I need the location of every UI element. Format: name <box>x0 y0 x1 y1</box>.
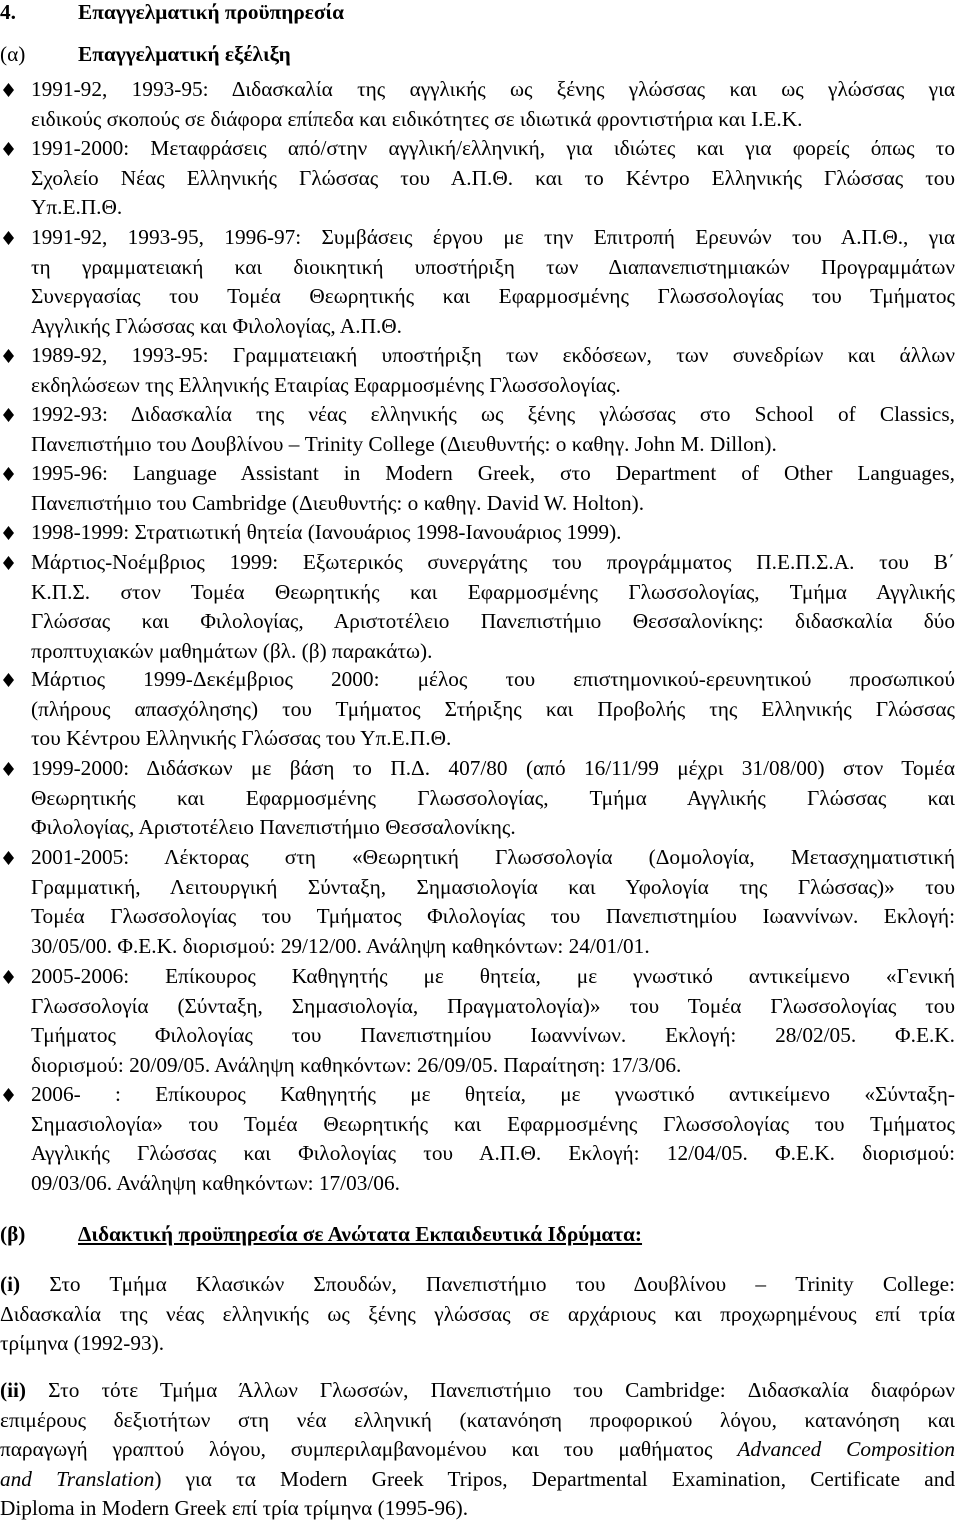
bullet-entry <box>31 223 955 341</box>
bullet-entry-line: 2001-2005: Λέκτορας στη «Θεωρητική Γλωσσολογία (Δομολογία, Μετασχηματιστική <box>31 845 955 869</box>
diamond-bullet-icon <box>3 556 14 570</box>
bullet-entry-line: Θεωρητικής και Εφαρμοσμένης Γλωσσολογίας, Τμήμα Αγγλικής Γλώσσας και <box>31 785 955 810</box>
bullet-entry-line: Σημασιολογία» του Τομέα Θεωρητικής και Εφαρμοσμένης Γλωσσολογίας του Τμήματος <box>31 1111 955 1136</box>
item-ii-label: (ii) <box>0 1378 27 1402</box>
diamond-bullet-icon <box>3 408 14 422</box>
bullet-entry-line: Πανεπιστήμιο του Cambridge (Διευθυντής: ο καθηγ. David W. Holton). <box>31 490 645 515</box>
bullet-entry <box>31 548 955 666</box>
bullet-entry-line: Γλώσσας και Φιλολογίας, Αριστοτέλειο Πανεπιστήμιο Θεσσαλονίκης: διδασκαλία δύο <box>31 609 955 634</box>
item-i-line-3: τρίμηνα (1992-93). <box>0 1331 165 1356</box>
bullet-entry-line: Πανεπιστήμιο του Δουβλίνου – Trinity College (Διευθυντής: ο καθηγ. John M. Dillon). <box>31 431 777 456</box>
bullet-entry <box>31 1080 955 1198</box>
bullet-entry-line: 1999-2000: Διδάσκων με βάση το Π.Δ. 407/80 (από 16/11/99 μέχρι 31/08/00) στον Τομέα <box>31 756 955 780</box>
bullet-entry-line: 2005-2006: Επίκουρος Καθηγητής με θητεία, με γνωστικό αντικείμενο «Γενική <box>31 964 955 988</box>
bullet-entry-line: 1989-92, 1993-95: Γραμματειακή υποστήριξη των εκδόσεων, των συνεδρίων και άλλων <box>31 343 955 367</box>
bullet-entry <box>31 459 955 518</box>
bullet-entry-line: 30/05/00. Φ.Ε.Κ. διορισμού: 29/12/00. Ανάληψη καθηκόντων: 24/01/01. <box>31 933 650 958</box>
subsection-b-label: (β) <box>0 1222 26 1246</box>
diamond-bullet-icon <box>3 1088 14 1102</box>
bullet-entry-line: 1992-93: Διδασκαλία της νέας ελληνικής ως ξένης γλώσσας στο School of Classics, <box>31 402 955 426</box>
diamond-bullet-icon <box>3 673 14 687</box>
item-ii-line-4 <box>0 1465 955 1495</box>
item-i-line-1 <box>0 1270 955 1300</box>
bullet-entry-line: 1991-92, 1993-95, 1996-97: Συμβάσεις έργου με την Επιτροπή Ερευνών του Α.Π.Θ., για <box>31 225 955 249</box>
bullet-entry-line: Τομέα Γλωσσολογίας του Τμήματος Φιλολογίας του Πανεπιστημίου Ιωαννίνων. Εκλογή: <box>31 904 955 929</box>
bullet-entry-line: εκδηλώσεων της Ελληνικής Εταιρίας Εφαρμοσμένης Γλωσσολογίας. <box>31 372 621 397</box>
bullet-entry-line: Σχολείο Νέας Ελληνικής Γλώσσας του Α.Π.Θ. και το Κέντρο Ελληνικής Γλώσσας του <box>31 165 955 190</box>
diamond-bullet-icon <box>3 231 14 245</box>
subsection-a-title: Επαγγελματική εξέλιξη <box>78 42 291 66</box>
diamond-bullet-icon <box>3 526 14 540</box>
bullet-entry <box>31 665 955 754</box>
section-title: Επαγγελματική προϋπηρεσία <box>78 0 344 24</box>
bullet-entry <box>31 400 955 459</box>
bullet-entry-line: (πλήρους απασχόλησης) του Τμήματος Στήριξης και Προβολής της Ελληνικής Γλώσσας <box>31 696 955 721</box>
bullet-entry-line: Φιλολογίας, Αριστοτέλειο Πανεπιστήμιο Θεσσαλονίκης. <box>31 815 516 840</box>
diamond-bullet-icon <box>3 970 14 984</box>
item-ii-course-title-b: and Translation <box>0 1466 155 1491</box>
bullet-entry-line: Αγγλικής Γλώσσας και Φιλολογίας του Α.Π.Θ. Εκλογή: 12/04/05. Φ.Ε.Κ. διορισμού: <box>31 1141 955 1166</box>
item-ii-line-5: Diploma in Modern Greek επί τρία τρίμηνα (1995-96). <box>0 1496 469 1521</box>
item-i-line-2: Διδασκαλία της νέας ελληνικής ως ξένης γλώσσας σε αρχάριους και προχωρημένους επί τρία <box>0 1301 955 1326</box>
bullet-entry-line: 1995-96: Language Assistant in Modern Greek, στο Department of Other Languages, <box>31 461 955 485</box>
bullet-entry-line: Τμήματος Φιλολογίας του Πανεπιστημίου Ιωαννίνων. Εκλογή: 28/02/05. Φ.Ε.Κ. <box>31 1023 955 1048</box>
item-ii-line-4-text: ) για τα Modern Greek Tripos, Departmental Examination, Certificate and <box>154 1466 955 1491</box>
item-ii-line-1 <box>0 1376 955 1406</box>
bullet-entry <box>31 75 955 134</box>
diamond-bullet-icon <box>3 83 14 97</box>
diamond-bullet-icon <box>3 851 14 865</box>
bullet-entry <box>31 962 955 1080</box>
bullet-entry-line: 2006- : Επίκουρος Καθηγητής με θητεία, με γνωστικό αντικείμενο «Σύνταξη- <box>31 1082 955 1106</box>
bullet-entry-line: 1991-92, 1993-95: Διδασκαλία της αγγλικής ως ξένης γλώσσας και ως γλώσσας για <box>31 77 955 101</box>
bullet-entry <box>31 134 955 223</box>
bullet-entry-line: προπτυχιακών μαθημάτων (βλ. (β) παρακάτω). <box>31 638 433 663</box>
subsection-a-label: (α) <box>0 42 26 66</box>
bullet-entry-line: Υπ.Ε.Π.Θ. <box>31 195 123 220</box>
teaching-item-ii <box>0 1376 955 1524</box>
bullet-entry-line: 09/03/06. Ανάληψη καθηκόντων: 17/03/06. <box>31 1170 400 1195</box>
item-i-line-1-text: Στο Τμήμα Κλασικών Σπουδών, Πανεπιστήμιο του Δουβλίνου – Trinity College: <box>49 1272 955 1296</box>
bullet-entry-line: τη γραμματειακή και διοικητική υποστήριξη των Διαπανεπιστημιακών Προγραμμάτων <box>31 254 955 279</box>
item-ii-line-3 <box>0 1435 955 1465</box>
bullet-entry-line: Μάρτιος 1999-Δεκέμβριος 2000: μέλος του επιστημονικού-ερευνητικού προσωπικού <box>31 667 955 691</box>
item-ii-course-title-a: Advanced Composition <box>737 1437 955 1462</box>
item-ii-line-2: επιμέρους δεξιοτήτων στη νέα ελληνική (κατανόηση προφορικού λόγου, κατανόηση και <box>0 1407 955 1432</box>
bullet-entry-line: Κ.Π.Σ. στον Τομέα Θεωρητικής και Εφαρμοσμένης Γλωσσολογίας, Τμήμα Αγγλικής <box>31 579 955 604</box>
item-ii-line-3-text: παραγωγή γραπτού λόγου, συμπεριλαμβανομένου και του μαθήματος <box>0 1437 738 1462</box>
bullet-entry-line: Γραμματική, Λειτουργική Σύνταξη, Σημασιολογία και Υφολογία της Γλώσσας)» του <box>31 874 955 899</box>
teaching-item-i <box>0 1270 955 1359</box>
bullet-entry <box>31 518 955 548</box>
bullet-entry-line: διορισμού: 20/09/05. Ανάληψη καθηκόντων: 26/09/05. Παραίτηση: 17/3/06. <box>31 1052 682 1077</box>
bullet-entry-line: Συνεργασίας του Τομέα Θεωρητικής και Εφαρμοσμένης Γλωσσολογίας του Τμήματος <box>31 284 955 309</box>
bullet-entry-line: ειδικούς σκοπούς σε διάφορα επίπεδα και ειδικότητες σε ιδιωτικά φροντιστήρια και Ι.Ε.Κ. <box>31 106 803 131</box>
bullet-entry-line: Γλωσσολογία (Σύνταξη, Σημασιολογία, Πραγματολογία)» του Τομέα Γλωσσολογίας του <box>31 993 955 1018</box>
bullet-entry-line: του Κέντρου Ελληνικής Γλώσσας του Υπ.Ε.Π.Θ. <box>31 726 452 751</box>
bullet-entry <box>31 754 955 843</box>
item-i-label: (i) <box>0 1272 21 1296</box>
bullet-entry-line: Μάρτιος-Νοέμβριος 1999: Εξωτερικός συνεργάτης του προγράμματος Π.Ε.Π.Σ.Α. του Β΄ <box>31 550 955 574</box>
bullet-entry-line: 1998-1999: Στρατιωτική θητεία (Ιανουάριος 1998-Ιανουάριος 1999). <box>31 520 622 544</box>
diamond-bullet-icon <box>3 467 14 481</box>
bullet-entry-line: Αγγλικής Γλώσσας και Φιλολογίας, Α.Π.Θ. <box>31 313 403 338</box>
bullet-entry <box>31 843 955 961</box>
bullet-entry <box>31 341 955 400</box>
bullet-entry-line: 1991-2000: Μεταφράσεις από/στην αγγλική/ελληνική, για ιδιώτες και για φορείς όπως το <box>31 136 955 160</box>
diamond-bullet-icon <box>3 142 14 156</box>
item-ii-line-1-text: Στο τότε Τμήμα Άλλων Γλωσσών, Πανεπιστήμιο του Cambridge: Διδασκαλία διαφόρων <box>48 1378 956 1402</box>
section-number: 4. <box>0 0 16 24</box>
diamond-bullet-icon <box>3 349 14 363</box>
diamond-bullet-icon <box>3 762 14 776</box>
subsection-b-title: Διδακτική προϋπηρεσία σε Ανώτατα Εκπαιδευτικά Ιδρύματα: <box>78 1222 643 1246</box>
